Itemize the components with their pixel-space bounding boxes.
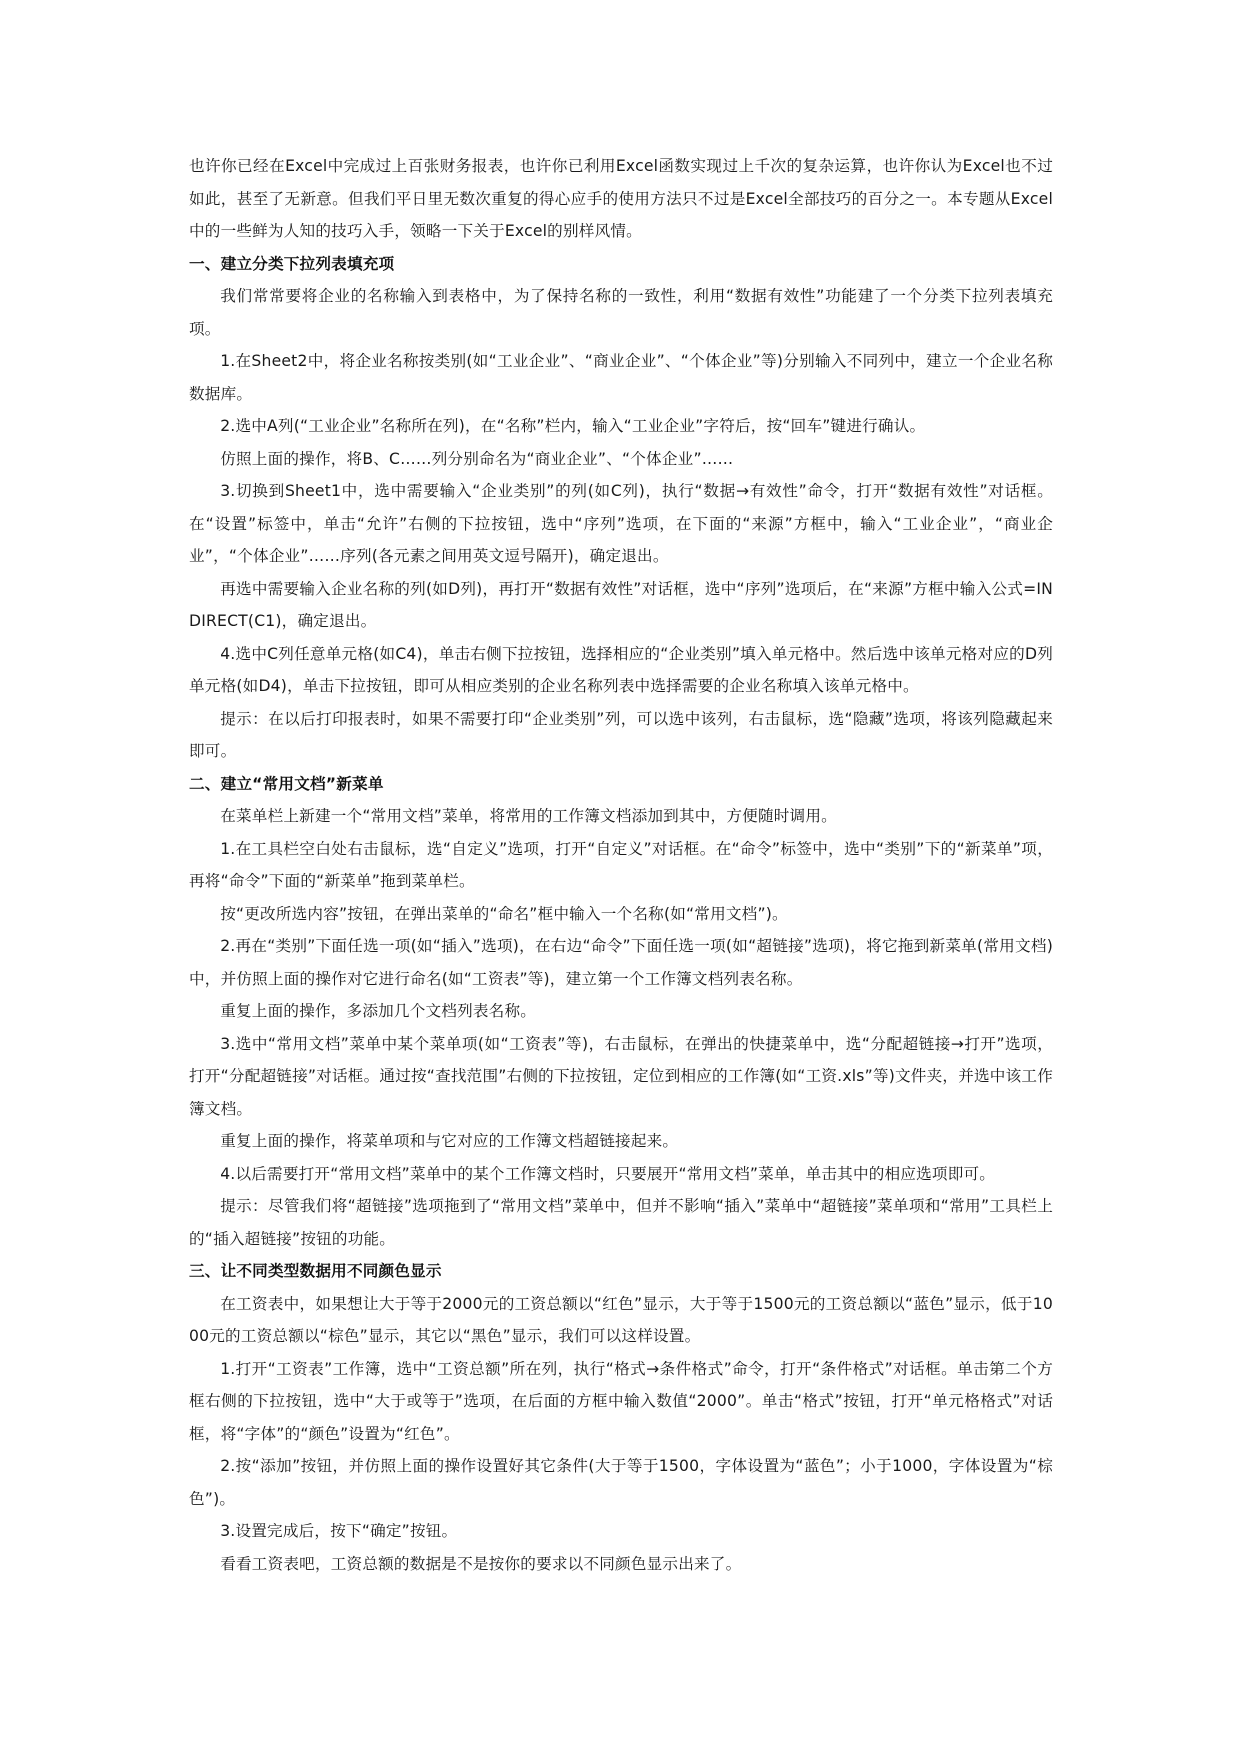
section-1-paragraph: 再选中需要输入企业名称的列(如D列)，再打开“数据有效性”对话框，选中“序列”选项后，在“来源”方框中输入公式=INDIRECT(C1)，确定退出。 bbox=[189, 579, 1053, 630]
section-2-paragraph: 4.以后需要打开“常用文档”菜单中的某个工作簿文档时，只要展开“常用文档”菜单，单击其中的相应选项即可。 bbox=[220, 1164, 996, 1183]
section-2-paragraph: 重复上面的操作，将菜单项和与它对应的工作簿文档超链接起来。 bbox=[220, 1132, 679, 1150]
section-3-paragraph: 1.打开“工资表”工作簿，选中“工资总额”所在列，执行“格式→条件格式”命令，打开“条件格式”对话框。单击第二个方框右侧的下拉按钮，选中“大于或等于”选项，在后面的方框中输入数值“2000”。单击“格式”按钮，打开“单元格格式”对话框，将“字体”的“颜色”设置为“红色”。 bbox=[189, 1359, 1053, 1443]
section-2-tip: 提示：尽管我们将“超链接”选项拖到了“常用文档”菜单中，但并不影响“插入”菜单中“超链接”菜单项和“常用”工具栏上的“插入超链接”按钮的功能。 bbox=[189, 1197, 1053, 1248]
section-3-paragraph: 在工资表中，如果想让大于等于2000元的工资总额以“红色”显示，大于等于1500元的工资总额以“蓝色”显示，低于1000元的工资总额以“棕色”显示，其它以“黑色”显示，我们可以这样设置。 bbox=[189, 1294, 1053, 1345]
document-page bbox=[189, 150, 1053, 1580]
section-1-paragraph: 我们常常要将企业的名称输入到表格中，为了保持名称的一致性，利用“数据有效性”功能建了一个分类下拉列表填充项。 bbox=[189, 287, 1053, 338]
section-1-paragraph: 1.在Sheet2中，将企业名称按类别(如“工业企业”、“商业企业”、“个体企业”等)分别输入不同列中，建立一个企业名称数据库。 bbox=[189, 352, 1053, 403]
intro-paragraph: 也许你已经在Excel中完成过上百张财务报表，也许你已利用Excel函数实现过上千次的复杂运算，也许你认为Excel也不过如此，甚至了无新意。但我们平日里无数次重复的得心应手的使用方法只不过是Excel全部技巧的百分之一。本专题从Excel中的一些鲜为人知的技巧入手，领略一下关于Excel的别样风情。 bbox=[189, 157, 1053, 240]
section-1-paragraph: 3.切换到Sheet1中，选中需要输入“企业类别”的列(如C列)，执行“数据→有效性”命令，打开“数据有效性”对话框。在“设置”标签中，单击“允许”右侧的下拉按钮，选中“序列”选项，在下面的“来源”方框中，输入“工业企业”，“商业企业”，“个体企业”……序列(各元素之间用英文逗号隔开)，确定退出。 bbox=[189, 482, 1053, 565]
section-1-paragraph: 仿照上面的操作，将B、C……列分别命名为“商业企业”、“个体企业”…… bbox=[220, 449, 734, 468]
section-1-paragraph: 4.选中C列任意单元格(如C4)，单击右侧下拉按钮，选择相应的“企业类别”填入单元格中。然后选中该单元格对应的D列单元格(如D4)，单击下拉按钮，即可从相应类别的企业名称列表中选择需要的企业名称填入该单元格中。 bbox=[189, 644, 1053, 695]
section-3-paragraph: 3.设置完成后，按下“确定”按钮。 bbox=[220, 1522, 458, 1540]
section-3-paragraph: 看看工资表吧，工资总额的数据是不是按你的要求以不同颜色显示出来了。 bbox=[220, 1554, 742, 1573]
section-2-paragraph: 在菜单栏上新建一个“常用文档”菜单，将常用的工作簿文档添加到其中，方便随时调用。 bbox=[220, 807, 837, 825]
section-2-paragraph: 3.选中“常用文档”菜单中某个菜单项(如“工资表”等)，右击鼠标，在弹出的快捷菜单中，选“分配超链接→打开”选项，打开“分配超链接”对话框。通过按“查找范围”右侧的下拉按钮，定位到相应的工作簿(如“工资.xls”等)文件夹，并选中该工作簿文档。 bbox=[189, 1034, 1053, 1118]
section-2-paragraph: 按“更改所选内容”按钮，在弹出菜单的“命名”框中输入一个名称(如“常用文档”)。 bbox=[220, 904, 788, 923]
section-2-paragraph: 1.在工具栏空白处右击鼠标，选“自定义”选项，打开“自定义”对话框。在“命令”标签中，选中“类别”下的“新菜单”项，再将“命令”下面的“新菜单”拖到菜单栏。 bbox=[189, 839, 1053, 890]
section-3-paragraph: 2.按“添加”按钮，并仿照上面的操作设置好其它条件(大于等于1500，字体设置为“蓝色”；小于1000，字体设置为“棕色”)。 bbox=[189, 1457, 1053, 1508]
section-3-heading: 三、让不同类型数据用不同颜色显示 bbox=[189, 1262, 442, 1280]
section-1-paragraph: 2.选中A列(“工业企业”名称所在列)，在“名称”栏内，输入“工业企业”字符后，按“回车”键进行确认。 bbox=[220, 417, 926, 435]
section-1-tip: 提示：在以后打印报表时，如果不需要打印“企业类别”列，可以选中该列，右击鼠标，选“隐藏”选项，将该列隐藏起来即可。 bbox=[189, 709, 1053, 760]
section-2-paragraph: 2.再在“类别”下面任选一项(如“插入”选项)，在右边“命令”下面任选一项(如“超链接”选项)，将它拖到新菜单(常用文档)中，并仿照上面的操作对它进行命名(如“工资表”等)，建立第一个工作簿文档列表名称。 bbox=[189, 937, 1053, 988]
section-2-paragraph: 重复上面的操作，多添加几个文档列表名称。 bbox=[220, 1002, 537, 1020]
section-2-heading: 二、建立“常用文档”新菜单 bbox=[189, 774, 384, 793]
section-1-heading: 一、建立分类下拉列表填充项 bbox=[189, 254, 395, 273]
